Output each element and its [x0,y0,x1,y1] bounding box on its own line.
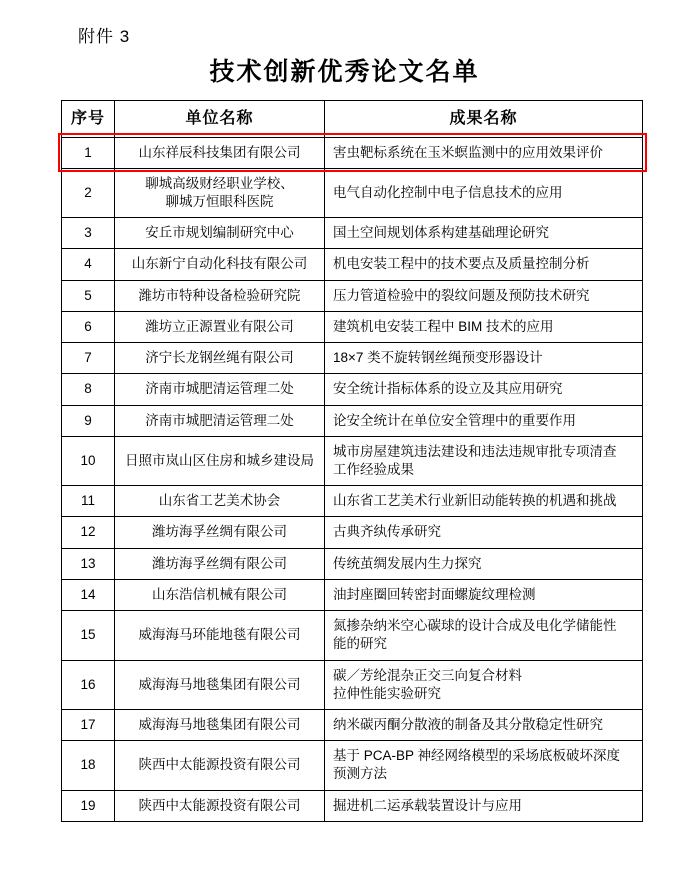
cell-unit [115,168,325,217]
cell-unit [115,611,325,660]
cell-title [325,517,643,548]
cell-unit [115,548,325,579]
table-row [62,660,643,709]
cell-unit-line: 安丘市规划编制研究中心 [145,225,294,241]
results-table [61,100,643,822]
table-row [62,249,643,280]
cell-title-line: 基于 PCA-BP 神经网络模型的采场底板破坏深度 [333,748,621,764]
cell-no: 11 [62,486,115,517]
cell-no: 12 [62,517,115,548]
column-header-title: 成果名称 [325,101,643,138]
table-row [62,218,643,249]
cell-title [325,660,643,709]
cell-title-line: 油封座圈回转密封面螺旋纹理检测 [333,586,536,602]
cell-title-line: 能的研究 [333,636,387,652]
cell-no: 3 [62,218,115,249]
page-title: 技术创新优秀论文名单 [209,58,480,86]
cell-unit [115,280,325,311]
cell-no: 15 [62,611,115,660]
table-row [62,168,643,217]
cell-unit-line: 济南市城肥清运管理二处 [145,381,294,397]
cell-title [325,741,643,790]
cell-unit [115,311,325,342]
cell-title-line: 工作经验成果 [333,462,414,477]
cell-unit-line: 山东祥辰科技集团有限公司 [138,144,301,160]
cell-title-line: 传统茧绸发展内生力探究 [333,555,482,571]
cell-title-line: 碳／芳纶混杂正交三向复合材料 [333,667,522,683]
cell-title-line: 害虫靶标系统在玉米螟监测中的应用效果评价 [333,144,603,160]
table-header [62,101,643,138]
cell-title-line: 城市房屋建筑违法建设和违法违规审批专项清查 [333,443,617,459]
cell-title-line: 建筑机电安装工程中 BIM 技术的应用 [333,318,554,334]
table-row [62,280,643,311]
table-row [62,374,643,405]
table-row [62,137,643,168]
cell-unit-line: 陕西中太能源投资有限公司 [138,797,301,813]
cell-title-line: 拉伸性能实验研究 [333,685,441,701]
cell-unit-line: 聊城万恒眼科医院 [165,194,274,210]
cell-unit [115,405,325,436]
cell-unit-line: 威海海马地毯集团有限公司 [138,676,301,692]
cell-title-line: 论安全统计在单位安全管理中的重要作用 [333,412,576,428]
cell-title [325,548,643,579]
cell-no: 16 [62,660,115,709]
cell-title [325,405,643,436]
table-row [62,579,643,610]
column-header-unit: 单位名称 [115,101,325,138]
attachment-label: 附件 3 [78,27,131,46]
table-row [62,517,643,548]
cell-unit [115,579,325,610]
cell-unit-line: 威海海马环能地毯有限公司 [138,627,301,643]
cell-title-line: 安全统计指标体系的设立及其应用研究 [333,381,563,397]
cell-unit [115,486,325,517]
table-row [62,405,643,436]
cell-title-line: 18×7 类不旋转钢丝绳预变形器设计 [333,350,543,366]
cell-title-line: 掘进机二运承载装置设计与应用 [333,797,522,813]
cell-unit-line: 威海海马地毯集团有限公司 [138,716,301,732]
table-row [62,611,643,660]
cell-unit [115,249,325,280]
cell-no: 5 [62,280,115,311]
cell-title-line: 氮掺杂纳米空心碳球的设计合成及电化学储能性 [333,618,617,634]
cell-title [325,709,643,740]
table-body [62,137,643,821]
cell-unit [115,343,325,374]
table-header-row [62,101,643,138]
table-row [62,548,643,579]
cell-unit-line: 陕西中太能源投资有限公司 [138,757,301,773]
cell-title [325,280,643,311]
cell-no: 14 [62,579,115,610]
cell-unit [115,374,325,405]
cell-title [325,486,643,517]
cell-unit-line: 山东浩信机械有限公司 [152,586,287,602]
cell-no: 18 [62,741,115,790]
table-row [62,741,643,790]
cell-title [325,168,643,217]
cell-no: 4 [62,249,115,280]
cell-title [325,137,643,168]
cell-unit [115,709,325,740]
cell-unit-line: 日照市岚山区住房和城乡建设局 [125,452,314,468]
cell-title [325,249,643,280]
cell-title-line: 电气自动化控制中电子信息技术的应用 [333,184,563,200]
cell-title [325,343,643,374]
cell-unit-line: 潍坊海孚丝绸有限公司 [152,524,287,540]
cell-unit-line: 聊城高级财经职业学校、 [145,175,294,191]
cell-unit [115,790,325,821]
cell-title [325,790,643,821]
cell-unit-line: 山东省工艺美术协会 [158,493,281,509]
cell-no: 9 [62,405,115,436]
cell-unit-line: 潍坊市特种设备检验研究院 [138,287,301,303]
cell-unit [115,517,325,548]
cell-unit [115,218,325,249]
cell-unit-line: 潍坊海孚丝绸有限公司 [152,555,287,571]
cell-title-line: 压力管道检验中的裂纹问题及预防技术研究 [333,287,590,303]
cell-title [325,374,643,405]
cell-no: 2 [62,168,115,217]
cell-unit-line: 山东新宁自动化科技有限公司 [131,256,308,272]
cell-unit [115,741,325,790]
cell-unit-line: 济宁长龙钢丝绳有限公司 [145,350,294,366]
cell-unit-line: 潍坊立正源置业有限公司 [145,318,294,334]
table-row [62,709,643,740]
table-row [62,790,643,821]
cell-no: 13 [62,548,115,579]
cell-title [325,579,643,610]
cell-title [325,611,643,660]
cell-no: 19 [62,790,115,821]
cell-no: 8 [62,374,115,405]
cell-no: 7 [62,343,115,374]
table-row [62,311,643,342]
cell-no: 17 [62,709,115,740]
cell-unit [115,660,325,709]
cell-title [325,218,643,249]
table-row [62,436,643,485]
cell-no: 1 [62,137,115,168]
cell-title-line: 预测方法 [333,766,387,782]
cell-title [325,436,643,485]
cell-unit-line: 济南市城肥清运管理二处 [145,412,294,428]
cell-unit [115,137,325,168]
cell-no: 10 [62,436,115,485]
cell-title-line: 纳米碳丙酮分散液的制备及其分散稳定性研究 [333,716,603,732]
column-header-no: 序号 [62,101,115,138]
cell-no: 6 [62,311,115,342]
cell-title [325,311,643,342]
results-table-container [61,100,627,822]
cell-title-line: 国土空间规划体系构建基础理论研究 [333,225,549,241]
table-row [62,486,643,517]
cell-title-line: 机电安装工程中的技术要点及质量控制分析 [333,256,590,272]
cell-unit [115,436,325,485]
cell-title-line: 古典齐纨传承研究 [333,524,441,540]
cell-title-line: 山东省工艺美术行业新旧动能转换的机遇和挑战 [333,493,617,509]
table-row [62,343,643,374]
